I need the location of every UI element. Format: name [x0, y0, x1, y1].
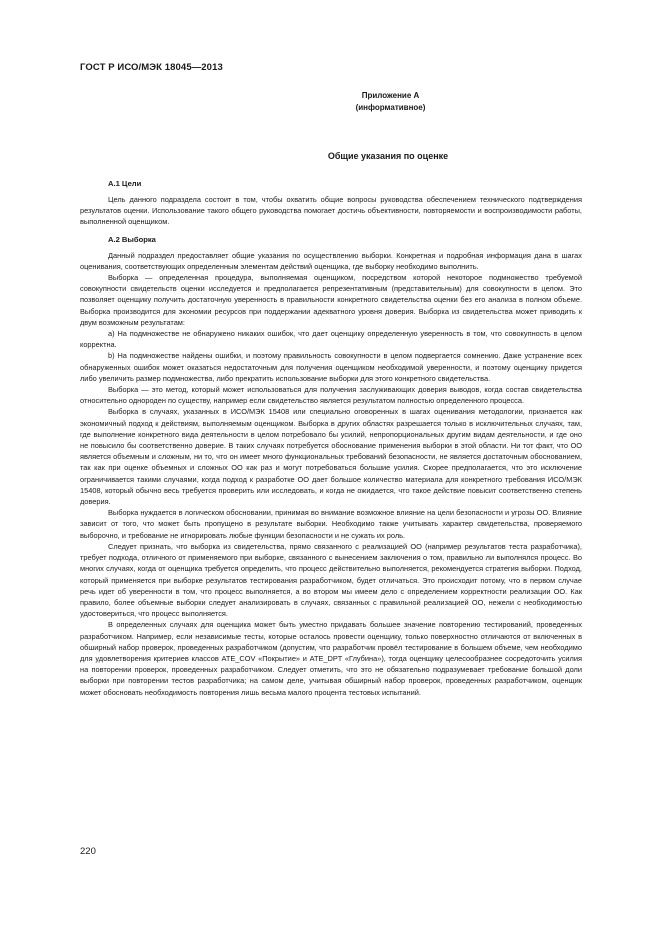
paragraph: Выборка — определенная процедура, выполняемая оценщиком, посредством которой некоторое подмножество требуемой совокупности свидетельств оценки исследуется и предполагается репрезентативным (представительным) для совокупности в целом. Это позволяет оценщику получить достаточную уверенность в правильности конкретного свидетельства оценки без его анализа в полном объеме. Выборка производится для экономии ресурсов при поддержании адекватного уровня доверия. Выборка из свидетельства может приводить к двум возможным результатам:: [80, 273, 582, 327]
annex-title: Приложение А: [361, 91, 420, 100]
paragraph: Цель данного подраздела состоит в том, чтобы охватить общие вопросы руководства обеспечением технического подтверждения результатов оценки. Использование такого общего руководства помогает достичь объективности, повторяемости и воспроизводимости работы, выполненной оценщиком.: [80, 195, 582, 227]
paragraph: Следует признать, что выборка из свидетельства, прямо связанного с реализацией ОО (например результатов теста разработчика), требует подхода, отличного от применяемого при выборке, связанного с вынесением заключения о том, правильно ли выполнялся процесс. Во многих случаях, когда от оценщика требуется определить, что процесс действительно выполняется, рекомендуется стратегия выборки. Подход, который применяется при выборке результатов тестирования разработчиком, будет отличаться. Это происходит потому, что в первом случае речь идет об уверенности в том, что процесс выполняется, а во втором мы имеем дело с определением корректности реализации ОО. Как правило, более объемные выборки следует анализировать в случаях, связанных с правильной реализацией ОО, нежели с необходимостью удостовериться, что процесс выполняется.: [80, 541, 582, 619]
annex-heading: [0, 90, 661, 114]
list-item-b: b) На подмножестве найдены ошибки, и поэтому правильность совокупности в целом подвергается сомнению. Даже устранение всех обнаруженных ошибок может оказаться недостаточным для получения оценщиком необходимой уверенности, и поэтому оценщику придется либо увеличить размер подмножества, либо прекратить использование выборки для этого конкретного свидетельства.: [80, 351, 582, 383]
paragraph: Выборка — это метод, который может использоваться для получения заслуживающих доверия выводов, когда состав свидетельства относительно однороден по существу, например если свидетельство является результатом полностью определенного процесса.: [80, 385, 582, 406]
section-heading-a1: А.1 Цели: [108, 179, 142, 188]
page-number: 220: [80, 846, 96, 857]
main-title: Общие указания по оценке: [327, 151, 449, 161]
paragraph: Данный подраздел предоставляет общие указания по осуществлению выборки. Конкретная и подробная информация дана в шагах оценивания, соответствующих определенным элементам действий оценщика, где выборку необходимо выполнить.: [80, 250, 582, 271]
paragraph: Выборка в случаях, указанных в ИСО/МЭК 15408 или специально оговоренных в шагах оценивания методологии, признается как экономичный подход к действиям, выполняемым оценщиком. Выборка в других областях разрешается только в исключительных случаях, там, где выполнение конкретного вида деятельности в целом потребовало бы усилий, непропорциональных другим видам деятельности, и где оно не повысило бы соответственно доверие. В таких случаях потребуется обоснование применения выборки в этой области. Ни тот факт, что ОО является объемным и сложным, ни то, что он имеет много функциональных требований безопасности, не является достаточным обоснованием, так как при оценке объемных и сложных ОО как раз и могут потребоваться большие усилия. Скорее предполагается, что это исключение ограничивается такими случаями, когда подход к разработке ОО дает большое количество материала для конкретного требования ИСО/МЭК 15408, который обычно весь требуется проверить или исследовать, и когда не ожидается, что такое действие повысит соответственно степень доверия.: [80, 407, 582, 507]
paragraph: В определенных случаях для оценщика может быть уместно придавать большее значение повторению тестирований, проведенных разработчиком. Например, если независимые тесты, которые осталось провести оценщику, только поверхностно отличаются от включенных в обширный набор проверок, проведенных разработчиком (допустим, что разработчик провёл тестирование в большем объеме, чем необходимо для удовлетворения критериев классов ATE_COV «Покрытие» и ATE_DPT «Глубина»), тогда оценщику целесообразнее сосредоточить усилия на повторении проверок, проведенных разработчиком. Следует отметить, что это не обязательно подразумевает требование большой доли выборки при повторении тестов разработчика; на самом деле, учитывая обширный набор проверок, проведенных разработчиком, оценщик может обосновать необходимость повторения лишь весьма малого процента тестовых испытаний.: [80, 620, 582, 697]
paragraph: Выборка нуждается в логическом обосновании, принимая во внимание возможное влияние на цели безопасности и угрозы ОО. Влияние зависит от того, что может быть пропущено в результате выборки. Необходимо также учитывать характер свидетельства, проверяемого выборочно, и требование не игнорировать любые функции безопасности и не сужать их роль.: [80, 508, 582, 540]
list-item-a: a) На подмножестве не обнаружено никаких ошибок, что дает оценщику определенную уверенность в том, что совокупность в целом корректна.: [80, 329, 582, 350]
section-heading-a2: А.2 Выборка: [108, 234, 156, 244]
annex-type: (информативное): [355, 103, 426, 112]
document-body: [80, 178, 582, 698]
document-code: ГОСТ Р ИСО/МЭК 18045—2013: [80, 62, 223, 73]
